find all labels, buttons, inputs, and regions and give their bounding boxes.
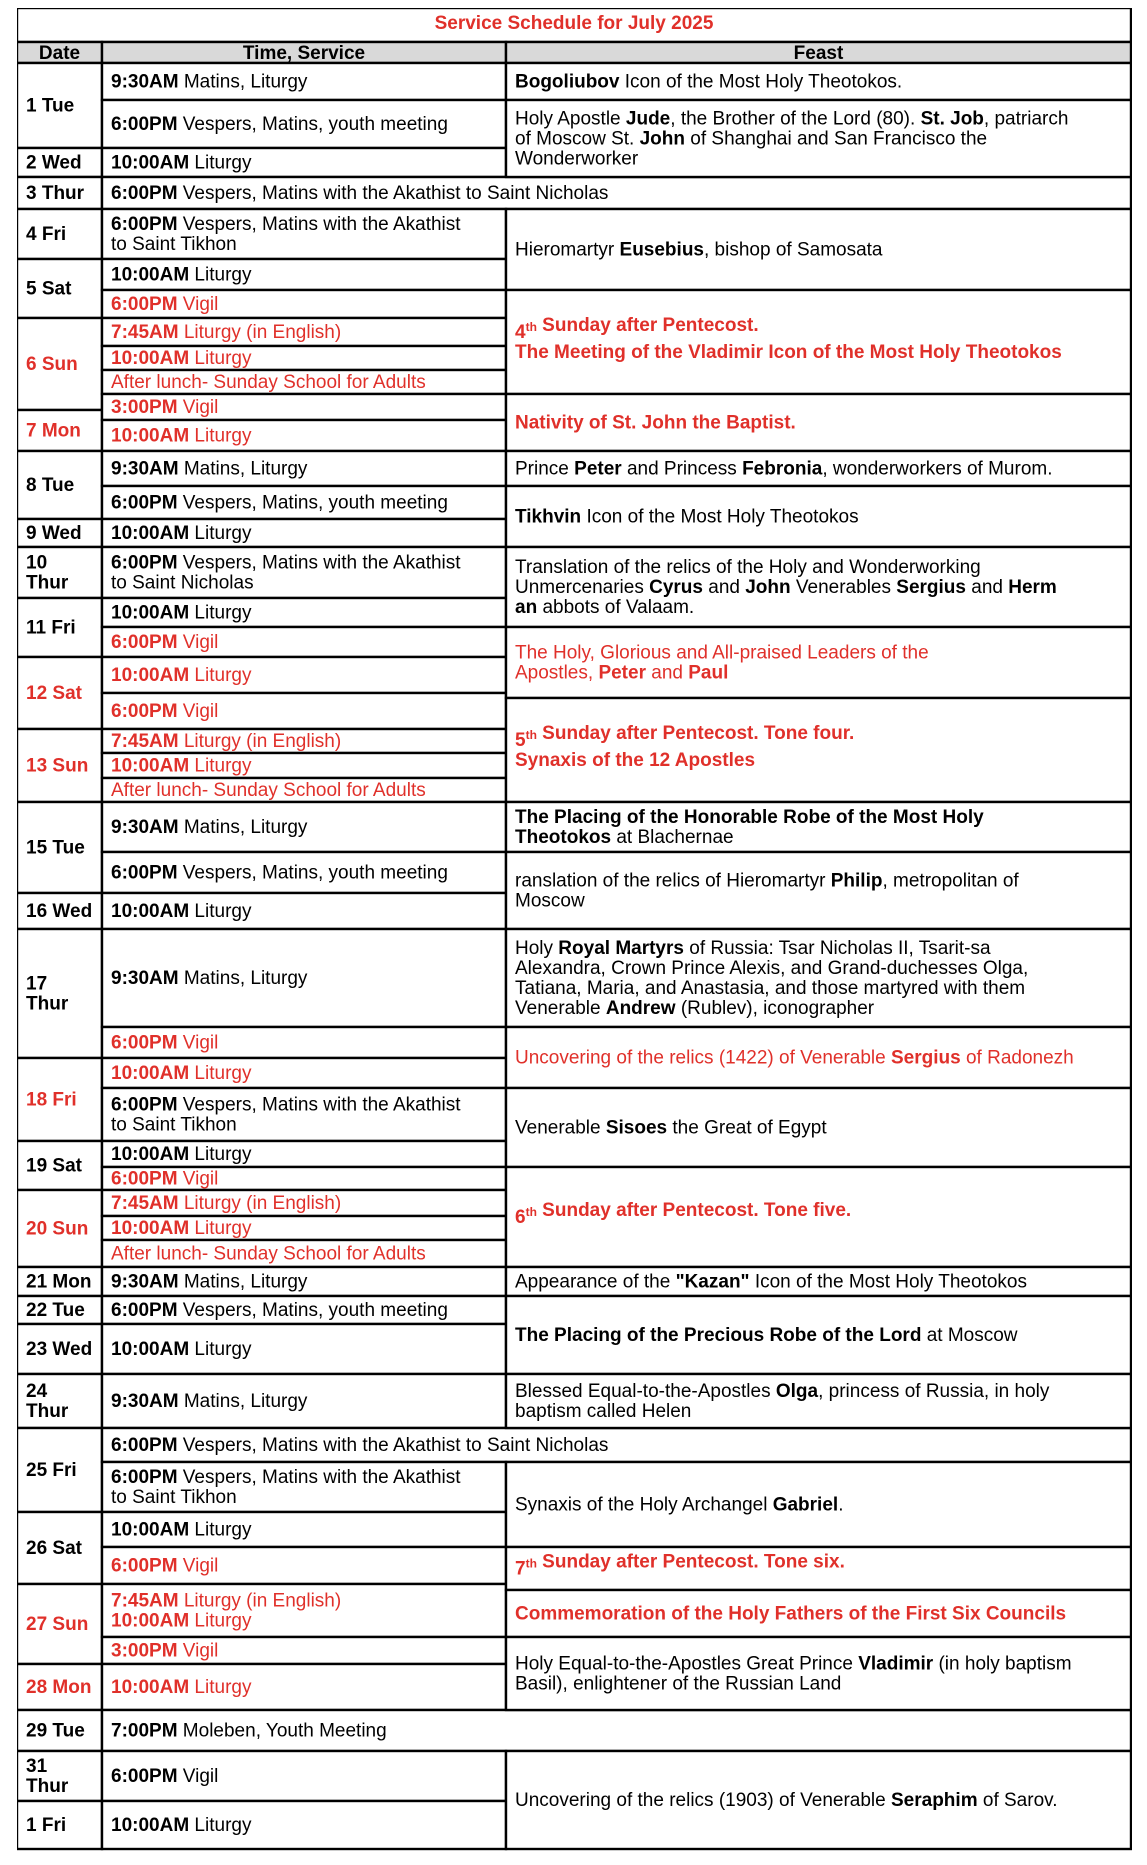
feast-entry: Bogoliubov Icon of the Most Holy Theotokos. [515, 71, 903, 93]
date-label: 16 Wed [26, 901, 93, 922]
date-label: 17 Thur [26, 973, 69, 1015]
service-entry: 7:45AM Liturgy (in English) [111, 731, 342, 752]
feast-entry: Hieromartyr Eusebius, bishop of Samosata [515, 239, 883, 261]
service-entry: 10:00AM Liturgy [111, 755, 252, 777]
service-entry: After lunch- Sunday School for Adults [111, 1243, 426, 1265]
feast-entry: Blessed Equal-to-the-Apostles Olga, princess of Russia, in holy baptism called Helen [515, 1381, 1050, 1422]
date-label: 1 Tue [26, 95, 75, 117]
service-entry: 6:00PM Vespers, Matins with the Akathist to Saint Tikhon [111, 214, 461, 255]
feast-entry: Prince Peter and Princess Febronia, wonderworkers of Murom. [515, 458, 1053, 480]
service-entry: 6:00PM Vespers, Matins, youth meeting [111, 492, 448, 514]
feast-entry: Holy Royal Martyrs of Russia: Tsar Nicholas II, Tsarit-sa Alexandra, Crown Prince Alexis, and Grand-duchesses Olga, Tatiana, Maria, and Anastasia, and those martyred with them Venerable Andrew (Rublev), iconographer [515, 938, 1029, 1019]
service-entry: 10:00AM Liturgy [111, 348, 252, 369]
schedule-table [17, 8, 1132, 1857]
feast-entry: The Placing of the Precious Robe of the Lord at Moscow [515, 1325, 1018, 1346]
feast-entry: Translation of the relics of the Holy and Wonderworking Unmercenaries Cyrus and John Venerables Sergius and Herm an abbots of Valaam. [515, 557, 1057, 618]
date-label: 22 Tue [26, 1300, 85, 1321]
date-header: Date [38, 43, 81, 64]
service-entry: 10:00AM Liturgy [111, 1519, 252, 1541]
date-label: 6 Sun [26, 354, 78, 375]
date-label: 25 Fri [26, 1460, 77, 1481]
feast-entry: Synaxis of the Holy Archangel Gabriel. [515, 1494, 844, 1516]
service-entry: 6:00PM Vespers, Matins with the Akathist to Saint Nicholas [111, 552, 461, 594]
service-entry: 7:00PM Moleben, Youth Meeting [111, 1720, 387, 1742]
date-label: 4 Fri [26, 224, 67, 245]
feast-entry: Commemoration of the Holy Fathers of the First Six Councils [515, 1603, 1067, 1625]
service-entry: 6:00PM Vespers, Matins with the Akathist to Saint Tikhon [111, 1467, 461, 1508]
service-entry: 3:00PM Vigil [111, 1640, 219, 1662]
date-label: 7 Mon [26, 420, 81, 442]
feast-entry: 5th Sunday after Pentecost. Tone four. Synaxis of the 12 Apostles [515, 723, 855, 771]
date-label: 24 Thur [26, 1381, 69, 1422]
service-entry: 7:45AM Liturgy (in English) [111, 322, 342, 343]
feast-entry: Venerable Sisoes the Great of Egypt [515, 1117, 827, 1139]
date-label: 5 Sat [26, 278, 72, 300]
date-label: 18 Fri [26, 1089, 77, 1111]
service-entry: 9:30AM Matins, Liturgy [111, 71, 308, 93]
service-entry: 6:00PM Vespers, Matins with the Akathist to Saint Tikhon [111, 1094, 461, 1136]
feast-entry: Nativity of St. John the Baptist. [515, 412, 796, 434]
date-label: 29 Tue [26, 1720, 85, 1742]
service-entry: After lunch- Sunday School for Adults [111, 780, 426, 801]
service-entry: 10:00AM Liturgy [111, 901, 252, 922]
service-entry: 6:00PM Vespers, Matins, youth meeting [111, 862, 448, 884]
service-entry: 7:45AM Liturgy (in English) [111, 1193, 342, 1214]
date-label: 1 Fri [26, 1815, 67, 1836]
service-entry: 9:30AM Matins, Liturgy [111, 1271, 308, 1293]
feast-entry: The Holy, Glorious and All-praised Leaders of the Apostles, Peter and Paul [515, 642, 929, 684]
feast-entry: Uncovering of the relics (1422) of Venerable Sergius of Radonezh [515, 1047, 1074, 1069]
service-entry: 10:00AM Liturgy [111, 152, 252, 174]
service-entry: 10:00AM Liturgy [111, 602, 252, 624]
date-label: 19 Sat [26, 1155, 82, 1177]
feast-entry: Tikhvin Icon of the Most Holy Theotokos [515, 506, 859, 528]
feast-entry: 4th Sunday after Pentecost. The Meeting of the Vladimir Icon of the Most Holy Theotokos [515, 315, 1062, 363]
feast-entry: 6th Sunday after Pentecost. Tone five. [515, 1200, 852, 1228]
date-label: 3 Thur [26, 183, 85, 204]
service-entry: 3:00PM Vigil [111, 397, 219, 418]
service-entry: 10:00AM Liturgy [111, 523, 252, 544]
service-entry: 10:00AM Liturgy [111, 1218, 252, 1239]
service-entry: 6:00PM Vigil [111, 1168, 219, 1190]
service-entry: 10:00AM Liturgy [111, 425, 252, 447]
page-title: Service Schedule for July 2025 [434, 13, 714, 34]
service-header: Time, Service [242, 43, 366, 64]
date-label: 26 Sat [26, 1538, 82, 1559]
service-entry: 10:00AM Liturgy [111, 1144, 252, 1165]
service-entry: 6:00PM Vigil [111, 1555, 219, 1577]
service-entry: 10:00AM Liturgy [111, 1063, 252, 1084]
date-label: 21 Mon [26, 1271, 92, 1293]
service-entry: 10:00AM Liturgy [111, 1815, 252, 1836]
date-label: 15 Tue [26, 837, 85, 859]
date-label: 12 Sat [26, 683, 82, 704]
service-entry: 6:00PM Vigil [111, 1766, 219, 1787]
service-entry: 7:45AM Liturgy (in English) 10:00AM Liturgy [111, 1590, 342, 1632]
service-entry: 6:00PM Vigil [111, 1032, 219, 1054]
date-label: 28 Mon [26, 1677, 92, 1698]
service-entry: 6:00PM Vespers, Matins with the Akathist to Saint Nicholas [111, 1435, 609, 1456]
feast-entry: ranslation of the relics of Hieromartyr Philip, metropolitan of Moscow [515, 870, 1019, 912]
service-entry: 6:00PM Vespers, Matins, youth meeting [111, 114, 448, 135]
service-entry: 6:00PM Vigil [111, 701, 219, 722]
date-label: 10 Thur [26, 552, 69, 594]
service-entry: 6:00PM Vespers, Matins with the Akathist to Saint Nicholas [111, 183, 609, 204]
feast-entry: Holy Apostle Jude, the Brother of the Lord (80). St. Job, patriarch of Moscow St. John of Shanghai and San Francisco the Wonderworker [515, 108, 1069, 170]
service-entry: 6:00PM Vigil [111, 632, 219, 653]
service-entry: 9:30AM Matins, Liturgy [111, 1391, 308, 1412]
service-entry: 6:00PM Vigil [111, 294, 219, 315]
date-label: 2 Wed [26, 152, 82, 174]
service-entry: 9:30AM Matins, Liturgy [111, 458, 308, 480]
date-label: 8 Tue [26, 475, 75, 496]
service-entry: 9:30AM Matins, Liturgy [111, 968, 308, 989]
feast-entry: Holy Equal-to-the-Apostles Great Prince Vladimir (in holy baptism Basil), enlightener of the Russian Land [515, 1653, 1072, 1695]
feast-header: Feast [793, 43, 844, 64]
date-label: 13 Sun [26, 755, 89, 777]
date-label: 11 Fri [26, 617, 76, 639]
service-entry: 10:00AM Liturgy [111, 665, 252, 686]
service-entry: After lunch- Sunday School for Adults [111, 372, 426, 393]
service-entry: 10:00AM Liturgy [111, 1339, 252, 1360]
service-entry: 10:00AM Liturgy [111, 264, 252, 286]
feast-entry: Appearance of the "Kazan" Icon of the Most Holy Theotokos [515, 1271, 1027, 1293]
feast-entry: Uncovering of the relics (1903) of Venerable Seraphim of Sarov. [515, 1790, 1058, 1811]
date-label: 31 Thur [26, 1756, 69, 1797]
service-entry: 10:00AM Liturgy [111, 1677, 252, 1698]
date-label: 27 Sun [26, 1614, 89, 1635]
feast-entry: 7th Sunday after Pentecost. Tone six. [515, 1551, 845, 1580]
date-label: 23 Wed [26, 1339, 93, 1360]
service-entry: 9:30AM Matins, Liturgy [111, 817, 308, 838]
feast-entry: The Placing of the Honorable Robe of the Most Holy Theotokos at Blachernae [515, 807, 984, 848]
date-label: 9 Wed [26, 523, 82, 544]
date-label: 20 Sun [26, 1218, 89, 1240]
service-entry: 6:00PM Vespers, Matins, youth meeting [111, 1300, 448, 1321]
